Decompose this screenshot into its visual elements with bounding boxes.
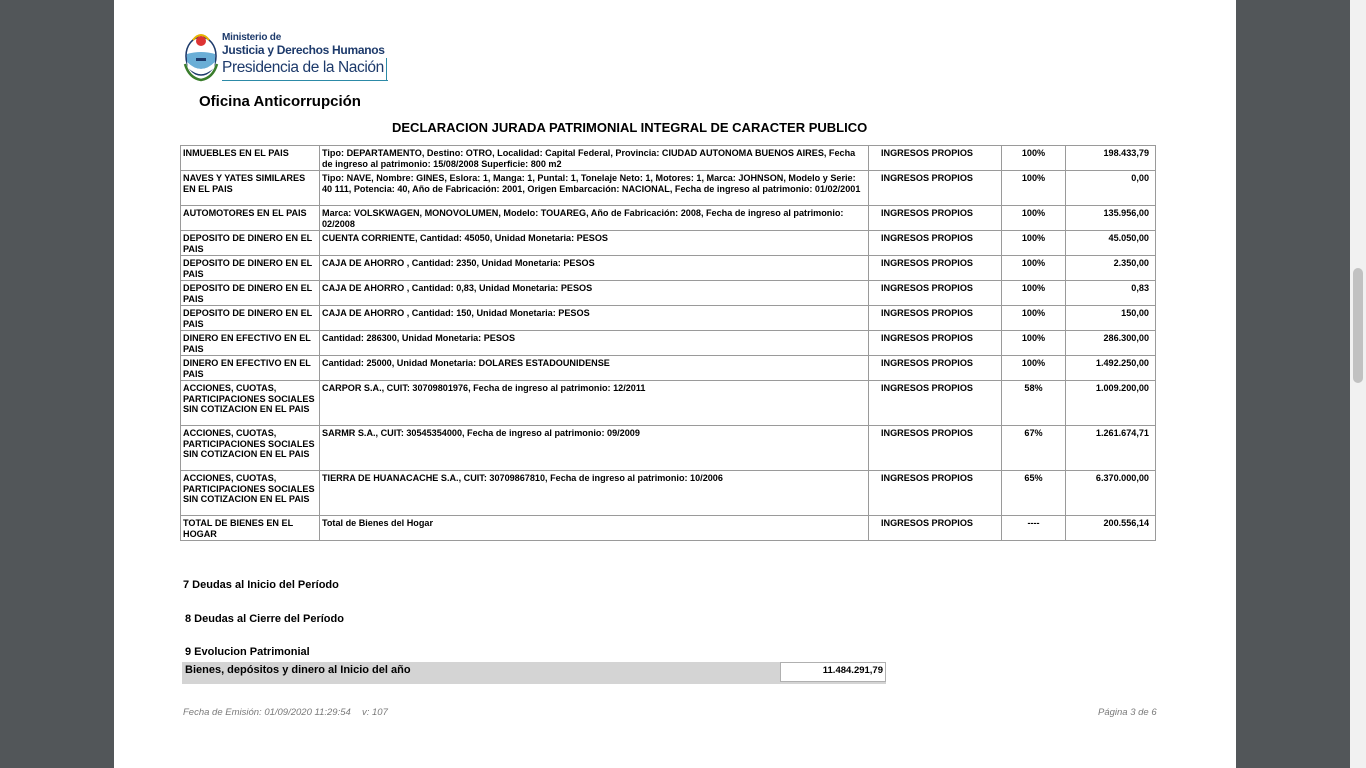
- asset-category: TOTAL DE BIENES EN EL HOGAR: [181, 516, 319, 540]
- asset-value: 6.370.000,00: [1066, 471, 1155, 515]
- asset-value: 45.050,00: [1066, 231, 1155, 255]
- asset-percent: 65%: [1002, 471, 1065, 515]
- asset-category: DINERO EN EFECTIVO EN EL PAIS: [181, 331, 319, 355]
- asset-origin: INGRESOS PROPIOS: [869, 306, 1001, 330]
- asset-description: Cantidad: 25000, Unidad Monetaria: DOLARES ESTADOUNIDENSE: [320, 356, 868, 380]
- asset-description: CARPOR S.A., CUIT: 30709801976, Fecha de ingreso al patrimonio: 12/2011: [320, 381, 868, 425]
- asset-category: NAVES Y YATES SIMILARES EN EL PAIS: [181, 171, 319, 205]
- asset-value: 0,83: [1066, 281, 1155, 305]
- asset-origin: INGRESOS PROPIOS: [869, 231, 1001, 255]
- asset-origin: INGRESOS PROPIOS: [869, 146, 1001, 170]
- asset-category: INMUEBLES EN EL PAIS: [181, 146, 319, 170]
- asset-category: ACCIONES, CUOTAS, PARTICIPACIONES SOCIALES SIN COTIZACION EN EL PAIS: [181, 381, 319, 425]
- asset-description: CAJA DE AHORRO , Cantidad: 0,83, Unidad Monetaria: PESOS: [320, 281, 868, 305]
- section-debts-start: 7 Deudas al Inicio del Período: [183, 579, 339, 591]
- asset-percent: 100%: [1002, 206, 1065, 230]
- ministry-line-1: Ministerio de: [222, 32, 282, 43]
- vertical-scrollbar[interactable]: [1350, 0, 1366, 768]
- table-row: [181, 306, 1155, 330]
- table-row: [181, 171, 1155, 205]
- asset-value: 198.433,79: [1066, 146, 1155, 170]
- table-row: [181, 281, 1155, 305]
- evolution-value: 11.484.291,79: [780, 662, 886, 682]
- asset-percent: 58%: [1002, 381, 1065, 425]
- table-row: [181, 206, 1155, 230]
- asset-origin: INGRESOS PROPIOS: [869, 331, 1001, 355]
- asset-percent: 100%: [1002, 256, 1065, 280]
- asset-value: 0,00: [1066, 171, 1155, 205]
- table-row: [181, 381, 1155, 425]
- asset-category: DEPOSITO DE DINERO EN EL PAIS: [181, 256, 319, 280]
- asset-value: 286.300,00: [1066, 331, 1155, 355]
- asset-percent: ----: [1002, 516, 1065, 540]
- asset-category: DEPOSITO DE DINERO EN EL PAIS: [181, 306, 319, 330]
- asset-percent: 100%: [1002, 281, 1065, 305]
- asset-category: ACCIONES, CUOTAS, PARTICIPACIONES SOCIALES SIN COTIZACION EN EL PAIS: [181, 471, 319, 515]
- logo-side-rule: [386, 58, 387, 81]
- section-debts-end: 8 Deudas al Cierre del Período: [185, 613, 344, 625]
- table-row: [181, 231, 1155, 255]
- asset-description: CAJA DE AHORRO , Cantidad: 150, Unidad Monetaria: PESOS: [320, 306, 868, 330]
- ministry-line-3: Presidencia de la Nación: [222, 59, 384, 76]
- footer-page-number: Página 3 de 6: [1098, 707, 1157, 718]
- table-row: [181, 331, 1155, 355]
- asset-origin: INGRESOS PROPIOS: [869, 171, 1001, 205]
- asset-origin: INGRESOS PROPIOS: [869, 356, 1001, 380]
- asset-description: CAJA DE AHORRO , Cantidad: 2350, Unidad Monetaria: PESOS: [320, 256, 868, 280]
- asset-percent: 100%: [1002, 356, 1065, 380]
- asset-value: 1.009.200,00: [1066, 381, 1155, 425]
- asset-description: Cantidad: 286300, Unidad Monetaria: PESOS: [320, 331, 868, 355]
- evolution-label: Bienes, depósitos y dinero al Inicio del año: [185, 664, 411, 676]
- table-row: [181, 516, 1155, 540]
- asset-value: 2.350,00: [1066, 256, 1155, 280]
- office-name: Oficina Anticorrupción: [199, 93, 361, 110]
- assets-table: [180, 145, 1156, 541]
- table-row: [181, 356, 1155, 380]
- asset-value: 1.261.674,71: [1066, 426, 1155, 470]
- asset-origin: INGRESOS PROPIOS: [869, 471, 1001, 515]
- ministry-logo-text: [222, 32, 385, 78]
- table-row: [181, 426, 1155, 470]
- asset-percent: 100%: [1002, 231, 1065, 255]
- asset-origin: INGRESOS PROPIOS: [869, 206, 1001, 230]
- asset-description: SARMR S.A., CUIT: 30545354000, Fecha de ingreso al patrimonio: 09/2009: [320, 426, 868, 470]
- asset-origin: INGRESOS PROPIOS: [869, 256, 1001, 280]
- asset-percent: 100%: [1002, 171, 1065, 205]
- asset-origin: INGRESOS PROPIOS: [869, 281, 1001, 305]
- table-row: [181, 471, 1155, 515]
- asset-category: DEPOSITO DE DINERO EN EL PAIS: [181, 281, 319, 305]
- asset-percent: 100%: [1002, 331, 1065, 355]
- logo-underline: [222, 80, 388, 81]
- footer-version: v: 107: [362, 707, 388, 718]
- document-title: DECLARACION JURADA PATRIMONIAL INTEGRAL DE CARACTER PUBLICO: [392, 120, 868, 135]
- asset-origin: INGRESOS PROPIOS: [869, 426, 1001, 470]
- asset-description: Total de Bienes del Hogar: [320, 516, 868, 540]
- asset-percent: 67%: [1002, 426, 1065, 470]
- asset-description: Tipo: DEPARTAMENTO, Destino: OTRO, Localidad: Capital Federal, Provincia: CIUDAD AUTONOMA BUENOS AIRES, Fecha de ingreso al patrimonio: 15/08/2008 Superficie: 800 m2: [320, 146, 868, 170]
- scrollbar-thumb[interactable]: [1353, 268, 1363, 383]
- asset-value: 1.492.250,00: [1066, 356, 1155, 380]
- asset-value: 200.556,14: [1066, 516, 1155, 540]
- asset-category: DEPOSITO DE DINERO EN EL PAIS: [181, 231, 319, 255]
- asset-description: Tipo: NAVE, Nombre: GINES, Eslora: 1, Manga: 1, Puntal: 1, Tonelaje Neto: 1, Motores: 1, Marca: JOHNSON, Modelo y Serie: 40 111, Potencia: 40, Año de Fabricación: 2001, Origen Embarcación: NACIONAL, Fecha de ingreso al patrimonio: 01/02/2001: [320, 171, 868, 205]
- asset-value: 150,00: [1066, 306, 1155, 330]
- ministry-line-2: Justicia y Derechos Humanos: [222, 43, 385, 57]
- asset-value: 135.956,00: [1066, 206, 1155, 230]
- table-row: [181, 146, 1155, 170]
- section-evolution: 9 Evolucion Patrimonial: [185, 646, 310, 658]
- asset-percent: 100%: [1002, 146, 1065, 170]
- asset-percent: 100%: [1002, 306, 1065, 330]
- asset-description: Marca: VOLSKWAGEN, MONOVOLUMEN, Modelo: TOUAREG, Año de Fabricación: 2008, Fecha de ingreso al patrimonio: 02/2008: [320, 206, 868, 230]
- asset-origin: INGRESOS PROPIOS: [869, 516, 1001, 540]
- asset-origin: INGRESOS PROPIOS: [869, 381, 1001, 425]
- asset-description: CUENTA CORRIENTE, Cantidad: 45050, Unidad Monetaria: PESOS: [320, 231, 868, 255]
- asset-category: ACCIONES, CUOTAS, PARTICIPACIONES SOCIALES SIN COTIZACION EN EL PAIS: [181, 426, 319, 470]
- asset-category: AUTOMOTORES EN EL PAIS: [181, 206, 319, 230]
- footer-emission-date: Fecha de Emisión: 01/09/2020 11:29:54: [183, 707, 351, 718]
- asset-category: DINERO EN EFECTIVO EN EL PAIS: [181, 356, 319, 380]
- asset-description: TIERRA DE HUANACACHE S.A., CUIT: 30709867810, Fecha de ingreso al patrimonio: 10/2006: [320, 471, 868, 515]
- table-row: [181, 256, 1155, 280]
